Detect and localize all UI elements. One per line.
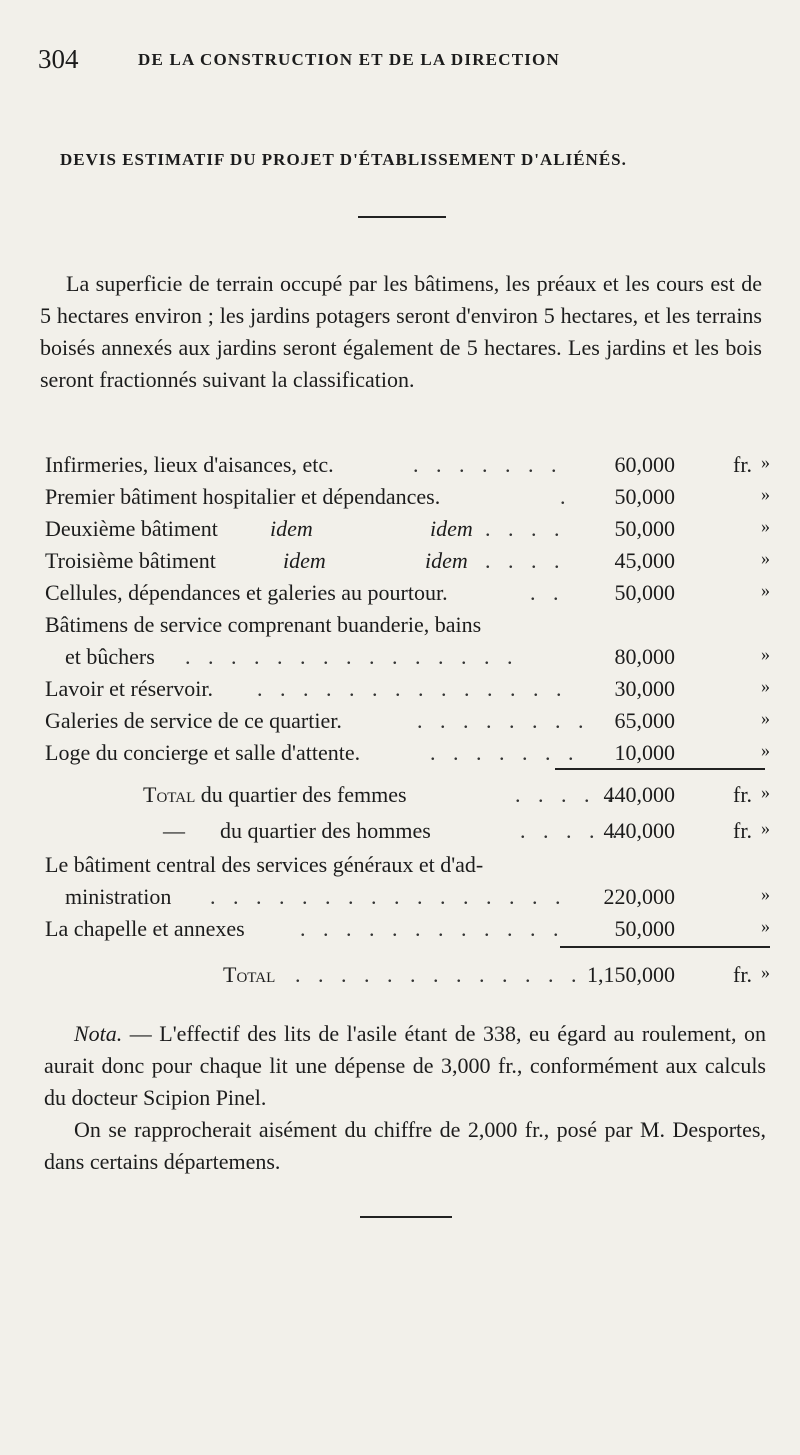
grand-total-unit: fr. bbox=[733, 962, 752, 987]
leader-dots: . . bbox=[530, 580, 565, 605]
ledger-label: Deuxième bâtiment bbox=[45, 516, 218, 541]
ledger-amount: 30,000 bbox=[614, 676, 675, 701]
nota-text: — L'effectif des lits de l'asile étant de 338, eu égard au roulement, on aurait donc pour chaque lit une dépense de 3,000 fr., conformément aux calculs du docteur Scipion Pinel. bbox=[44, 1021, 766, 1110]
ditto-mark: » bbox=[761, 916, 770, 936]
ledger-row bbox=[45, 676, 770, 708]
leader-dots: . . . . . . . . . . . . . . . bbox=[185, 644, 519, 669]
ditto-mark: » bbox=[761, 884, 770, 904]
ledger-row bbox=[45, 516, 770, 548]
ditto-mark: » bbox=[761, 708, 770, 728]
ditto-mark: » bbox=[761, 818, 770, 838]
page-number: 304 bbox=[38, 44, 79, 74]
total-amount: 440,000 bbox=[603, 782, 675, 807]
ledger-label: Galeries de service de ce quartier. bbox=[45, 708, 342, 733]
ledger-idem: idem bbox=[283, 548, 326, 573]
title-rule bbox=[358, 216, 446, 218]
ledger-label: Le bâtiment central des services généraux et d'ad- bbox=[45, 852, 484, 877]
ledger-amount: 65,000 bbox=[614, 708, 675, 733]
ditto-mark: » bbox=[761, 452, 770, 472]
ledger-amount: 50,000 bbox=[614, 516, 675, 541]
total-row-men bbox=[45, 818, 770, 850]
leader-dots: . . . . . . . . bbox=[417, 708, 590, 733]
ditto-mark: » bbox=[761, 484, 770, 504]
ledger-label: Loge du concierge et salle d'attente. bbox=[45, 740, 361, 765]
total-label: du quartier des hommes bbox=[220, 818, 431, 843]
ditto-mark: » bbox=[761, 740, 770, 760]
ledger-unit: fr. bbox=[733, 452, 752, 477]
intro-paragraph: La superficie de terrain occupé par les bâtimens, les préaux et les cours est de 5 hectares environ ; les jardins potagers seront d'environ 5 hectares, et les terrains boisés annexés aux jardins seront également de 5 hectares. Les jardins et les bois seront fractionnés suivant la classification. bbox=[40, 271, 762, 392]
ledger-label: Lavoir et réservoir. bbox=[45, 676, 213, 701]
grand-total-amount: 1,150,000 bbox=[587, 962, 675, 987]
ledger-label: Infirmeries, lieux d'aisances, etc. bbox=[45, 452, 334, 477]
ditto-mark: » bbox=[761, 580, 770, 600]
leader-dots: . . . . bbox=[485, 548, 566, 573]
ledger-label: Troisième bâtiment bbox=[45, 548, 216, 573]
ledger-amount: 220,000 bbox=[603, 884, 675, 909]
ledger-row bbox=[45, 452, 770, 484]
leader-dots: . . . . . bbox=[515, 782, 619, 807]
ledger-row bbox=[45, 644, 770, 676]
ledger-row bbox=[45, 852, 770, 884]
ledger-idem: idem bbox=[425, 548, 468, 573]
ditto-mark: » bbox=[761, 962, 770, 982]
ledger-row bbox=[45, 916, 770, 948]
ledger-row bbox=[45, 484, 770, 516]
ditto-mark: » bbox=[761, 516, 770, 536]
running-title: DE LA CONSTRUCTION ET DE LA DIRECTION bbox=[138, 50, 560, 69]
leader-dots: . . . . . . . . . . . . . . . . bbox=[210, 884, 567, 909]
ledger-amount: 10,000 bbox=[614, 740, 675, 765]
total-unit: fr. bbox=[733, 818, 752, 843]
ledger-amount: 50,000 bbox=[614, 916, 675, 941]
ledger-amount: 50,000 bbox=[614, 580, 675, 605]
ledger-label: et bûchers bbox=[65, 644, 155, 669]
total-unit: fr. bbox=[733, 782, 752, 807]
ledger-row bbox=[45, 612, 770, 644]
nota-paragraph bbox=[44, 1018, 766, 1114]
second-paragraph: On se rapprocherait aisément du chiffre de 2,000 fr., posé par M. Desportes, dans certains départemens. bbox=[44, 1117, 766, 1174]
ledger-idem: idem bbox=[430, 516, 473, 541]
running-head bbox=[38, 44, 758, 78]
ledger-amount: 45,000 bbox=[614, 548, 675, 573]
ledger-amount: 80,000 bbox=[614, 644, 675, 669]
ledger-idem: idem bbox=[270, 516, 313, 541]
grand-total-rule bbox=[560, 946, 770, 948]
total-row-women bbox=[45, 782, 770, 814]
grand-total-label: Total bbox=[223, 962, 276, 987]
ledger-row bbox=[45, 580, 770, 612]
leader-dots: . . . . . . . bbox=[413, 452, 563, 477]
leader-dots: . . . . . . . bbox=[430, 740, 580, 765]
grand-total-row bbox=[45, 962, 770, 994]
subtotal-rule bbox=[555, 768, 765, 770]
ledger-row bbox=[45, 884, 770, 916]
leader-dots: . . . . bbox=[485, 516, 566, 541]
total-amount: 440,000 bbox=[603, 818, 675, 843]
leader-dots: . . . . . bbox=[520, 818, 624, 843]
leader-dots: . . . . . . . . . . . . bbox=[300, 916, 565, 941]
closing-rule bbox=[360, 1216, 452, 1218]
ledger-label: ministration bbox=[65, 884, 172, 909]
ledger-label: Premier bâtiment hospitalier et dépendances. bbox=[45, 484, 441, 509]
ditto-mark: » bbox=[761, 548, 770, 568]
ledger-amount: 60,000 bbox=[614, 452, 675, 477]
leader-dots: . bbox=[560, 484, 572, 509]
ledger-amount: 50,000 bbox=[614, 484, 675, 509]
ledger-label: La chapelle et annexes bbox=[45, 916, 245, 941]
section-title: DEVIS ESTIMATIF DU PROJET D'ÉTABLISSEMENT D'ALIÉNÉS. bbox=[60, 150, 627, 169]
ledger-row bbox=[45, 548, 770, 580]
ledger-row bbox=[45, 708, 770, 740]
ditto-mark: » bbox=[761, 676, 770, 696]
ditto-mark: » bbox=[761, 782, 770, 802]
ledger-label: Bâtimens de service comprenant buanderie, bains bbox=[45, 612, 482, 637]
leader-dots: . . . . . . . . . . . . . bbox=[295, 962, 583, 987]
total-label: Total du quartier des femmes bbox=[143, 782, 407, 807]
ledger-label: Cellules, dépendances et galeries au pourtour. bbox=[45, 580, 448, 605]
leader-dots: . . . . . . . . . . . . . . bbox=[257, 676, 568, 701]
ditto-mark: » bbox=[761, 644, 770, 664]
nota-label: Nota. bbox=[74, 1021, 123, 1046]
ditto-dash: — bbox=[163, 818, 185, 843]
